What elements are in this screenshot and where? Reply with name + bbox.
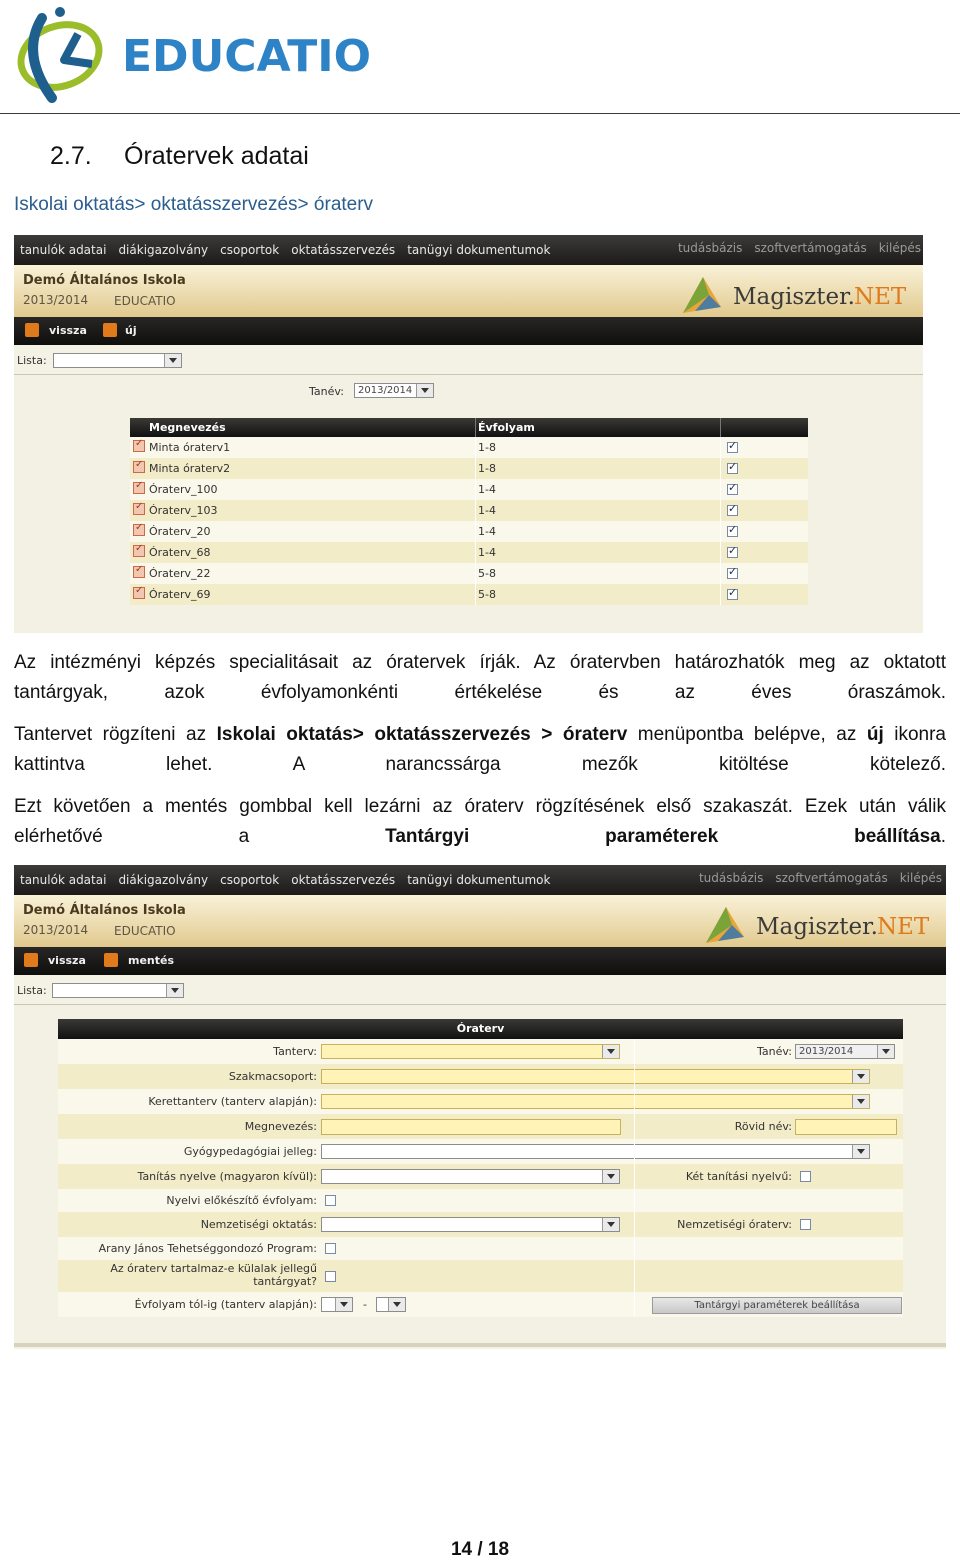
back-icon[interactable]	[25, 323, 39, 337]
active-checkbox[interactable]	[727, 526, 738, 537]
delete-icon[interactable]	[133, 524, 145, 536]
page-number: 14 / 18	[450, 1539, 510, 1560]
table-row[interactable]: ✓ Minta óraterv1 1-8 ✓	[130, 437, 808, 458]
paragraph-save: Ezt követően a mentés gombbal kell lezárni az óraterv rögzítésének első szakaszát. Ezek után válik elérhetővé a Tantárgyi paraméterek beállítása.	[14, 796, 946, 847]
chevron-down-icon	[602, 1170, 619, 1183]
ket-nyelvu-checkbox[interactable]	[800, 1171, 811, 1182]
header-rule	[0, 113, 960, 114]
chevron-down-icon	[166, 984, 183, 997]
delete-icon[interactable]	[133, 482, 145, 494]
back-icon[interactable]	[24, 953, 38, 967]
delete-icon[interactable]	[133, 440, 145, 452]
active-checkbox[interactable]	[727, 505, 738, 516]
table-header	[130, 418, 808, 437]
table-row[interactable]: ✓ Óraterv_103 1-4 ✓	[130, 500, 808, 521]
gyogyped-label: Gyógypedagógiai jelleg:	[183, 1145, 317, 1158]
chevron-down-icon	[602, 1045, 619, 1058]
org-name: EDUCATIO	[114, 294, 176, 308]
nav-item[interactable]: oktatásszervezés	[291, 243, 396, 257]
educatio-logo	[12, 4, 412, 106]
chevron-down-icon	[852, 1095, 869, 1108]
svg-text:Magiszter.: Magiszter.	[756, 914, 878, 940]
megnevezes-label: Megnevezés:	[244, 1120, 317, 1133]
chevron-down-icon	[877, 1045, 894, 1058]
table-row[interactable]: ✓ Minta óraterv2 1-8 ✓	[130, 458, 808, 479]
nav-item-logout[interactable]: kilépés	[878, 241, 921, 255]
nav-item[interactable]: oktatásszervezés	[291, 873, 396, 887]
chevron-down-icon	[164, 354, 181, 367]
gyogyped-select[interactable]	[321, 1144, 870, 1159]
ket-nyelvu-label: Két tanítási nyelvű:	[685, 1170, 792, 1183]
tanitas-nyelve-select[interactable]	[321, 1169, 620, 1184]
szakmacsoport-label: Szakmacsoport:	[228, 1070, 317, 1083]
tanev-select[interactable]: 2013/2014	[354, 383, 434, 398]
active-checkbox[interactable]	[727, 442, 738, 453]
delete-icon[interactable]	[133, 545, 145, 557]
table-row[interactable]: ✓ Óraterv_22 5-8 ✓	[130, 563, 808, 584]
nyelvi-elokeszito-checkbox[interactable]	[325, 1195, 336, 1206]
tanterv-select[interactable]	[321, 1044, 620, 1059]
nav-item-support[interactable]: szoftvertámogatás	[775, 871, 888, 885]
top-nav	[14, 865, 946, 895]
nav-item[interactable]: tanügyi dokumentumok	[407, 873, 551, 887]
nav-item[interactable]: tanulók adatai	[20, 873, 107, 887]
kulalak-checkbox[interactable]	[325, 1271, 336, 1282]
nemzetisegi-oktatas-label: Nemzetiségi oktatás:	[200, 1218, 317, 1231]
svg-text:EDUCATIO: EDUCATIO	[122, 31, 372, 82]
chevron-down-icon	[852, 1070, 869, 1083]
evfolyam-dash: -	[363, 1298, 367, 1311]
active-checkbox[interactable]	[727, 547, 738, 558]
evfolyam-to-select[interactable]	[376, 1297, 406, 1312]
school-name: Demó Általános Iskola	[23, 273, 186, 288]
nav-item-logout[interactable]: kilépés	[899, 871, 942, 885]
org-name: EDUCATIO	[114, 924, 176, 938]
school-year: 2013/2014	[23, 923, 89, 937]
new-icon[interactable]	[103, 323, 117, 337]
active-checkbox[interactable]	[727, 463, 738, 474]
tanev-select[interactable]: 2013/2014	[795, 1044, 895, 1059]
tanev-label: Tanév:	[757, 1045, 792, 1058]
back-button[interactable]: vissza	[48, 954, 86, 967]
svg-text:Magiszter.: Magiszter.	[733, 284, 855, 310]
save-button[interactable]: mentés	[128, 954, 175, 967]
rovid-nev-label: Rövid név:	[734, 1120, 792, 1133]
active-checkbox[interactable]	[727, 484, 738, 495]
paragraph-instructions: Tantervet rögzíteni az Iskolai oktatás> oktatásszervezés > óraterv menüpontba belépve, az új ikonra kattintva lehet. A narancssárga mezők kitöltése kötelező.	[14, 724, 946, 775]
svg-text:NET: NET	[854, 284, 907, 310]
magiszter-logo	[681, 273, 917, 315]
form-header: Óraterv	[58, 1019, 903, 1039]
delete-icon[interactable]	[133, 566, 145, 578]
rovid-nev-input[interactable]	[795, 1119, 897, 1135]
school-name: Demó Általános Iskola	[23, 903, 186, 918]
menu-path: Iskolai oktatás> oktatásszervezés> óraterv	[14, 194, 374, 215]
delete-icon[interactable]	[133, 587, 145, 599]
megnevezes-input[interactable]	[321, 1119, 621, 1135]
section-title: 2.7. Óratervek adatai	[50, 142, 309, 170]
new-button[interactable]: új	[125, 324, 137, 337]
delete-icon[interactable]	[133, 461, 145, 473]
school-year: 2013/2014	[23, 293, 89, 307]
back-button[interactable]: vissza	[49, 324, 87, 337]
tanitas-nyelve-label: Tanítás nyelve (magyaron kívül):	[137, 1170, 317, 1183]
lista-label: Lista:	[17, 984, 47, 997]
col-header-grade[interactable]: Évfolyam	[478, 421, 535, 434]
toolbar	[14, 317, 923, 345]
chevron-down-icon	[852, 1145, 869, 1158]
evfolyam-from-select[interactable]	[321, 1297, 353, 1312]
nemzetisegi-oraterv-label: Nemzetiségi óraterv:	[677, 1218, 792, 1231]
toolbar	[14, 947, 946, 975]
kulalak-label: Az óraterv tartalmaz-e külalak jellegű tantárgyat?	[110, 1262, 317, 1288]
nav-item[interactable]: csoportok	[220, 243, 280, 257]
nemzetisegi-oktatas-select[interactable]	[321, 1217, 620, 1232]
nav-item-help[interactable]: tudásbázis	[677, 241, 743, 255]
nav-item[interactable]: diákigazolvány	[118, 873, 209, 887]
table-row[interactable]: ✓ Óraterv_100 1-4 ✓	[130, 479, 808, 500]
top-nav	[14, 235, 923, 265]
nemzetisegi-oraterv-checkbox[interactable]	[800, 1219, 811, 1230]
table-row[interactable]: ✓ Óraterv_20 1-4 ✓	[130, 521, 808, 542]
szakmacsoport-select[interactable]	[321, 1069, 870, 1084]
delete-icon[interactable]	[133, 503, 145, 515]
magiszter-logo	[704, 903, 940, 945]
paragraph-intro: Az intézményi képzés specialitásait az óratervek írják. Az óratervben határozhatók meg az oktatott tantárgyak, azok évfolyamonkénti értékelése és az éves óraszámok.	[14, 652, 946, 703]
screenshot-oraterv-list	[14, 235, 923, 633]
chevron-down-icon	[416, 384, 433, 397]
brand-bar	[14, 265, 923, 317]
kerettanterv-label: Kerettanterv (tanterv alapján):	[148, 1095, 317, 1108]
nav-item[interactable]: tanulók adatai	[20, 243, 107, 257]
chevron-down-icon	[602, 1218, 619, 1231]
screenshot-bottom-bar	[14, 1343, 946, 1347]
table-row[interactable]: ✓ Óraterv_69 5-8 ✓	[130, 584, 808, 605]
active-checkbox[interactable]	[727, 589, 738, 600]
active-checkbox[interactable]	[727, 568, 738, 579]
lista-select[interactable]	[52, 983, 184, 998]
arany-janos-checkbox[interactable]	[325, 1243, 336, 1254]
nyelvi-elokeszito-label: Nyelvi előkészítő évfolyam:	[166, 1194, 317, 1207]
lista-row	[14, 976, 946, 1005]
chevron-down-icon	[388, 1298, 405, 1311]
tantargyi-parameterek-button[interactable]: Tantárgyi paraméterek beállítása	[652, 1297, 902, 1314]
chevron-down-icon	[335, 1298, 352, 1311]
evfolyam-label: Évfolyam tól-ig (tanterv alapján):	[134, 1298, 317, 1311]
lista-select[interactable]	[53, 353, 182, 368]
nav-item-support[interactable]: szoftvertámogatás	[754, 241, 867, 255]
arany-janos-label: Arany János Tehetséggondozó Program:	[98, 1242, 317, 1255]
tanev-label: Tanév:	[309, 385, 344, 398]
nav-item-help[interactable]: tudásbázis	[698, 871, 764, 885]
col-header-name[interactable]: Megnevezés	[149, 421, 226, 434]
lista-row	[14, 346, 923, 375]
kerettanterv-select[interactable]	[321, 1094, 870, 1109]
brand-bar	[14, 895, 946, 947]
nav-item[interactable]: csoportok	[220, 873, 280, 887]
nav-item[interactable]: tanügyi dokumentumok	[407, 243, 551, 257]
table-row[interactable]: ✓ Óraterv_68 1-4 ✓	[130, 542, 808, 563]
save-icon[interactable]	[104, 953, 118, 967]
screenshot-oraterv-form	[14, 865, 946, 1349]
svg-text:NET: NET	[877, 914, 930, 940]
nav-item[interactable]: diákigazolvány	[118, 243, 209, 257]
tanterv-label: Tanterv:	[273, 1045, 317, 1058]
lista-label: Lista:	[17, 354, 47, 367]
